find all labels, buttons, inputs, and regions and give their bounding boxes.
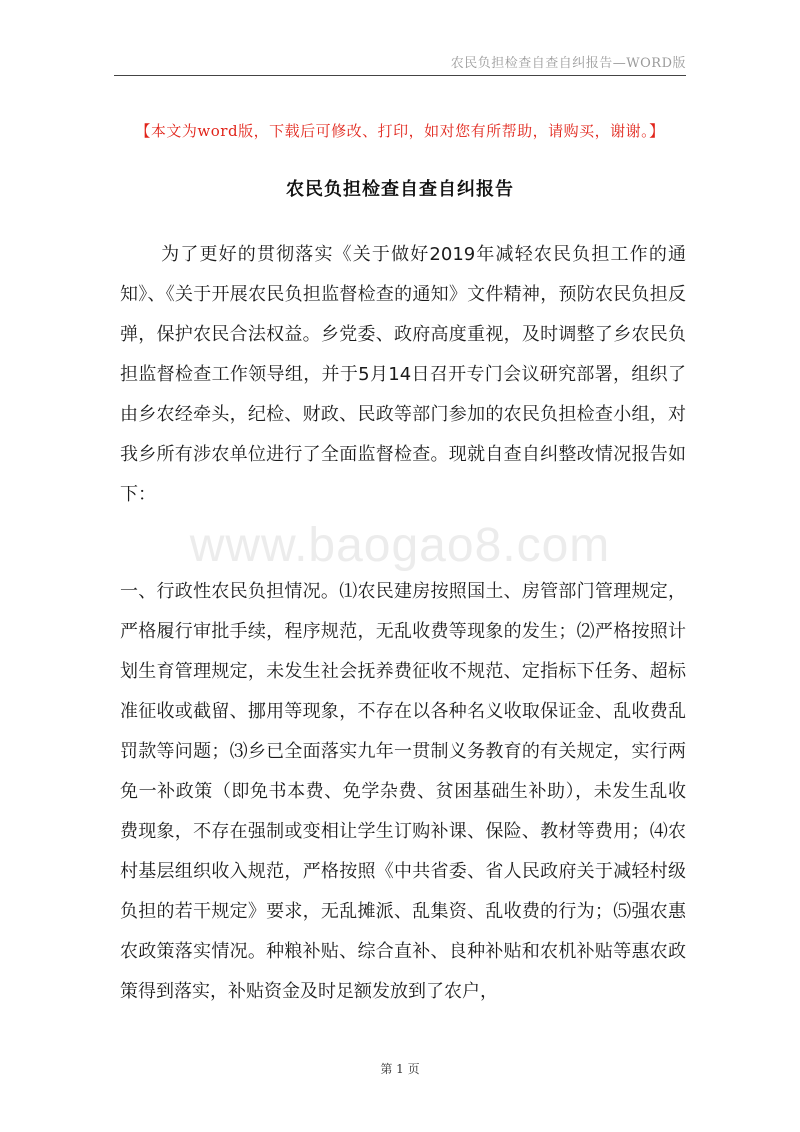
download-notice: 【本文为word版，下载后可修改、打印，如对您有所帮助，请购买，谢谢。】 (135, 122, 665, 140)
document-title: 农民负担检查自查自纠报告 (286, 179, 514, 200)
paragraph-section-one: 一、行政性农民负担情况。⑴农民建房按照国土、房管部门管理规定，严格履行审批手续，程序规范，无乱收费等现象的发生；⑵严格按照计划生育管理规定，未发生社会抚养费征收不规范、定指标下任务、超标准征收或截留、挪用等现象，不存在以各种名义收取保证金、乱收费乱罚款等问题；⑶乡已全面落实九年一贯制义务教育的有关规定，实行两免一补政策（即免书本费、免学杂费、贫困基础生补助），未发生乱收费现象，不存在强制或变相让学生订购补课、保险、教材等费用；⑷农村基层组织收入规范，严格按照《中共省委、省人民政府关于减轻村级负担的若干规定》要求，无乱摊派、乱集资、乱收费的行为；⑸强农惠农政策落实情况。种粮补贴、综合直补、良种补贴和农机补贴等惠农政策得到落实，补贴资金及时足额发放到了农户， (120, 581, 686, 1002)
running-header: 农民负担检查自查自纠报告—WORD版 (450, 56, 686, 71)
header-divider (114, 75, 686, 76)
paragraph-intro (120, 235, 686, 515)
site-watermark: www.baogao8.com (189, 519, 611, 572)
paragraph-intro-text: 为了更好的贯彻落实《关于做好2019年减轻农民负担工作的通知》、《关于开展农民负担监督检查的通知》文件精神，预防农民负担反弹，保护农民合法权益。乡党委、政府高度重视，及时调整了乡农民负担监督检查工作领导组，并于5月14日召开专门会议研究部署，组织了由乡农经牵头，纪检、财政、民政等部门参加的农民负担检查小组，对我乡所有涉农单位进行了全面监督检查。现就自查自纠整改情况报告如下： (120, 244, 686, 505)
page-number: 第 1 页 (380, 1062, 420, 1076)
